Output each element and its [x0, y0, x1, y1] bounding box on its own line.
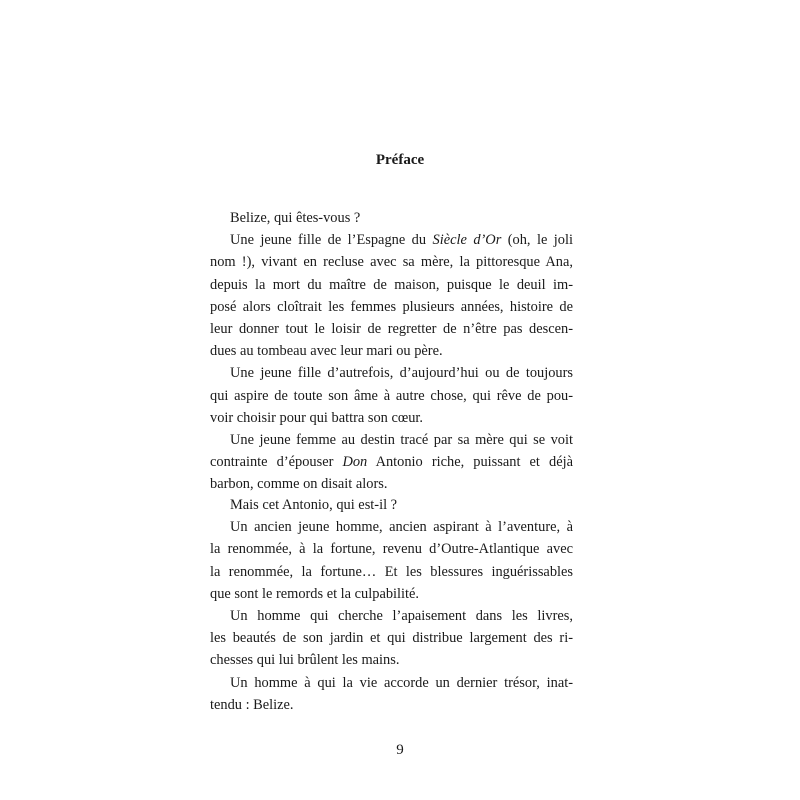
italic-text: Don — [342, 454, 368, 471]
paragraph-line: Une jeune fille d’autrefois, d’aujourd’hui ou de toujours — [230, 365, 573, 382]
paragraph-line — [210, 451, 573, 473]
text-run: Une jeune fille de l’Espagne du — [230, 232, 433, 249]
text-block-antonio — [210, 494, 573, 716]
text-run: Antonio riche, puissant et déjà — [367, 454, 573, 471]
paragraph-line: leur donner tout le loisir de regretter de n’être pas descen- — [210, 321, 573, 338]
paragraph-line: posé alors cloîtrait les femmes plusieurs années, histoire de — [210, 298, 573, 315]
paragraph-line: dues au tombeau avec leur mari ou père. — [210, 343, 443, 360]
paragraph-line: Un homme à qui la vie accorde un dernier trésor, inat- — [230, 674, 573, 691]
italic-text: Siècle d’Or — [432, 232, 502, 249]
text-run: contrainte d’épouser — [210, 454, 343, 471]
paragraph-line: nom !), vivant en recluse avec sa mère, la pittoresque Ana, — [210, 254, 573, 271]
paragraph-line: la renommée, la fortune… Et les blessures inguérissables — [210, 563, 573, 580]
paragraph-line: les beautés de son jardin et qui distribue largement des ri- — [210, 630, 573, 647]
paragraph-line: barbon, comme on disait alors. — [210, 476, 388, 493]
text-run: (oh, le joli — [501, 232, 573, 249]
paragraph-line: tendu : Belize. — [210, 696, 294, 713]
paragraph-line: la renommée, à la fortune, revenu d’Outre-Atlantique avec — [210, 541, 573, 558]
page-title: Préface — [375, 152, 425, 168]
paragraph-line: depuis la mort du maître de maison, puisque le deuil im- — [210, 276, 573, 293]
text-block-belize — [210, 207, 573, 496]
paragraph-line: voir choisir pour qui battra son cœur. — [210, 409, 424, 426]
paragraph-line: chesses qui lui brûlent les mains. — [210, 652, 400, 669]
paragraph-line: Une jeune femme au destin tracé par sa mère qui se voit — [230, 432, 573, 449]
paragraph-line: Mais cet Antonio, qui est-il ? — [230, 497, 398, 513]
paragraph-line: Un ancien jeune homme, ancien aspirant à l’aventure, à — [230, 519, 573, 536]
paragraph-line — [210, 229, 573, 251]
paragraph-line: Belize, qui êtes-vous ? — [230, 210, 361, 226]
paragraph-line: Un homme qui cherche l’apaisement dans les livres, — [230, 608, 573, 625]
paragraph-line: que sont le remords et la culpabilité. — [210, 585, 420, 602]
page-number: 9 — [396, 742, 404, 758]
paragraph-line: qui aspire de toute son âme à autre chose, qui rêve de pou- — [210, 387, 573, 404]
